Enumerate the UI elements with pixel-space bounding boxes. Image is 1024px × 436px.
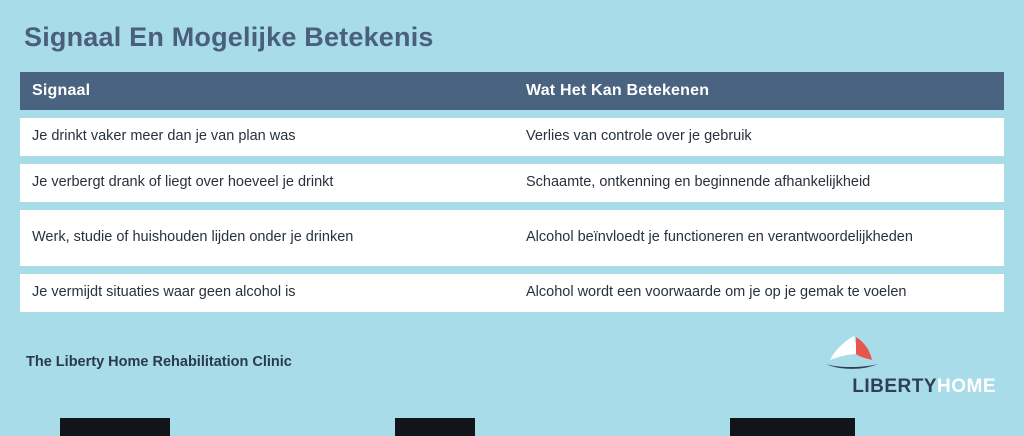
column-header-meaning: Wat Het Kan Betekenen — [526, 82, 710, 99]
bottom-block-right — [730, 418, 855, 436]
bird-sail-icon — [824, 334, 880, 372]
table-header-row — [20, 72, 1004, 110]
clinic-name: The Liberty Home Rehabilitation Clinic — [26, 354, 292, 370]
cell-meaning: Alcohol wordt een voorwaarde om je op je gemak te voelen — [526, 284, 907, 301]
cell-signal: Je vermijdt situaties waar geen alcohol is — [32, 284, 296, 301]
table-row — [20, 274, 1004, 312]
column-header-signal: Signaal — [32, 82, 91, 99]
logo-word-liberty: LIBERTY — [852, 376, 937, 397]
cell-signal: Je drinkt vaker meer dan je van plan was — [32, 128, 296, 145]
bottom-block-left — [60, 418, 170, 436]
table-row — [20, 210, 1004, 266]
signals-table — [20, 72, 1004, 312]
logo-wordmark — [816, 376, 996, 398]
page-title: Signaal En Mogelijke Betekenis — [24, 22, 434, 52]
cell-meaning: Schaamte, ontkenning en beginnende afhankelijkheid — [526, 174, 871, 191]
bottom-strip — [0, 418, 1024, 436]
cell-meaning: Verlies van controle over je gebruik — [526, 128, 752, 145]
logo-word-home: HOME — [937, 376, 996, 397]
brand-logo — [816, 334, 996, 398]
bottom-block-center — [395, 418, 475, 436]
cell-signal: Je verbergt drank of liegt over hoeveel je drinkt — [32, 174, 334, 191]
table-row — [20, 118, 1004, 156]
cell-meaning: Alcohol beïnvloedt je functioneren en verantwoordelijkheden — [526, 229, 913, 246]
cell-signal: Werk, studie of huishouden lijden onder je drinken — [32, 229, 354, 246]
table-row — [20, 164, 1004, 202]
